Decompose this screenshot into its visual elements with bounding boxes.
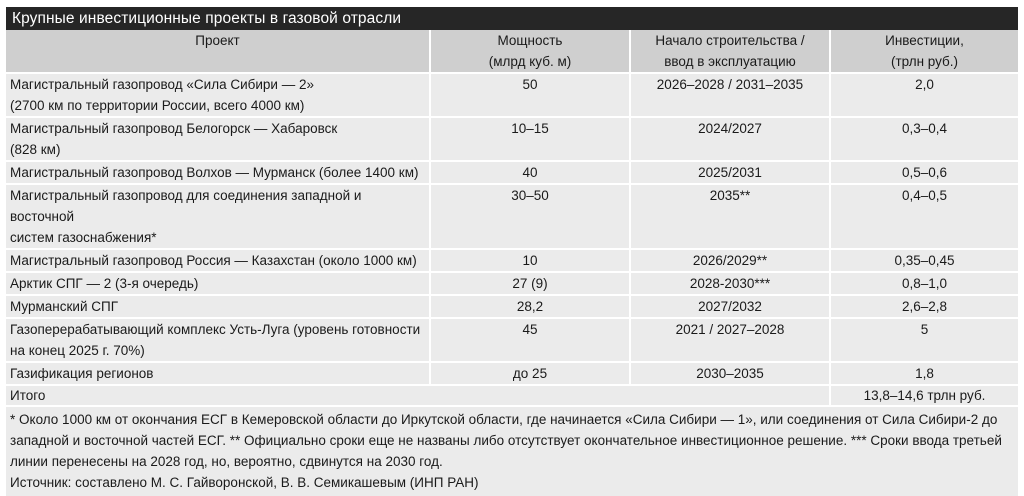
project-cell: Магистральный газопровод Белогорск — Хабаровск (828 км) [6, 118, 431, 162]
period-cell: 2024/2027 [631, 118, 831, 162]
table-row [6, 162, 1018, 185]
period-cell: 2021 / 2027–2028 [631, 319, 831, 363]
capacity-cell: 50 [431, 74, 631, 118]
footnote-line: линии перенесены на 2028 год, но, вероятно, сдвинутся на 2030 год. [10, 454, 443, 469]
table-row [6, 185, 1018, 250]
project-cell: Магистральный газопровод для соединения западной и восточной систем газоснабжения* [6, 185, 431, 250]
period-cell: 2026–2028 / 2031–2035 [631, 74, 831, 118]
investment-cell: 5 [831, 319, 1018, 363]
total-label: Итого [6, 386, 831, 407]
column-header-project: Проект [6, 30, 431, 74]
project-cell: Арктик СПГ — 2 (3-я очередь) [6, 273, 431, 296]
capacity-cell: 30–50 [431, 185, 631, 250]
column-header-period: Начало строительства / ввод в эксплуатацию [631, 30, 831, 74]
footnotes [6, 407, 1018, 496]
table-row [6, 250, 1018, 273]
footnote-line: западной и восточной частей ЕСГ. ** Официально сроки еще не названы либо отсутствует окончательное инвестиционное решение. *** Сроки ввода третьей [10, 433, 1002, 448]
table-header [6, 30, 1018, 74]
capacity-cell: 28,2 [431, 296, 631, 319]
investment-cell: 2,6–2,8 [831, 296, 1018, 319]
investment-cell: 0,8–1,0 [831, 273, 1018, 296]
project-cell: Мурманский СПГ [6, 296, 431, 319]
investment-table-figure [6, 7, 1018, 496]
project-cell: Газоперерабатывающий комплекс Усть-Луга (уровень готовности на конец 2025 г. 70%) [6, 319, 431, 363]
investment-cell: 0,5–0,6 [831, 162, 1018, 185]
table-row [6, 296, 1018, 319]
column-header-capacity: Мощность (млрд куб. м) [431, 30, 631, 74]
capacity-cell: 10 [431, 250, 631, 273]
total-row [6, 386, 1018, 407]
investment-cell: 0,4–0,5 [831, 185, 1018, 250]
investment-cell: 1,8 [831, 363, 1018, 386]
capacity-cell: 10–15 [431, 118, 631, 162]
footnote-line: * Около 1000 км от окончания ЕСГ в Кемеровской области до Иркутской области, где начинается «Сила Сибири — 1», или соединения от Сила Сибири-2 до [10, 412, 998, 427]
period-cell: 2027/2032 [631, 296, 831, 319]
period-cell: 2028-2030*** [631, 273, 831, 296]
capacity-cell: 45 [431, 319, 631, 363]
capacity-cell: до 25 [431, 363, 631, 386]
table-row [6, 118, 1018, 162]
project-cell: Магистральный газопровод Волхов — Мурманск (более 1400 км) [6, 162, 431, 185]
table-body [6, 74, 1018, 407]
table-row [6, 273, 1018, 296]
table-row [6, 319, 1018, 363]
project-cell: Магистральный газопровод «Сила Сибири — 2» (2700 км по территории России, всего 4000 км) [6, 74, 431, 118]
projects-table [6, 30, 1018, 407]
table-row [6, 363, 1018, 386]
investment-cell: 0,35–0,45 [831, 250, 1018, 273]
project-cell: Магистральный газопровод Россия — Казахстан (около 1000 км) [6, 250, 431, 273]
table-row [6, 74, 1018, 118]
period-cell: 2026/2029** [631, 250, 831, 273]
period-cell: 2030–2035 [631, 363, 831, 386]
period-cell: 2025/2031 [631, 162, 831, 185]
capacity-cell: 40 [431, 162, 631, 185]
period-cell: 2035** [631, 185, 831, 250]
table-title: Крупные инвестиционные проекты в газовой отрасли [6, 7, 1018, 30]
column-header-investment: Инвестиции, (трлн руб.) [831, 30, 1018, 74]
investment-cell: 2,0 [831, 74, 1018, 118]
total-investment: 13,8–14,6 трлн руб. [831, 386, 1018, 407]
source-line: Источник: составлено М. С. Гайворонской, В. В. Семикашевым (ИНП РАН) [10, 475, 479, 490]
investment-cell: 0,3–0,4 [831, 118, 1018, 162]
capacity-cell: 27 (9) [431, 273, 631, 296]
project-cell: Газификация регионов [6, 363, 431, 386]
